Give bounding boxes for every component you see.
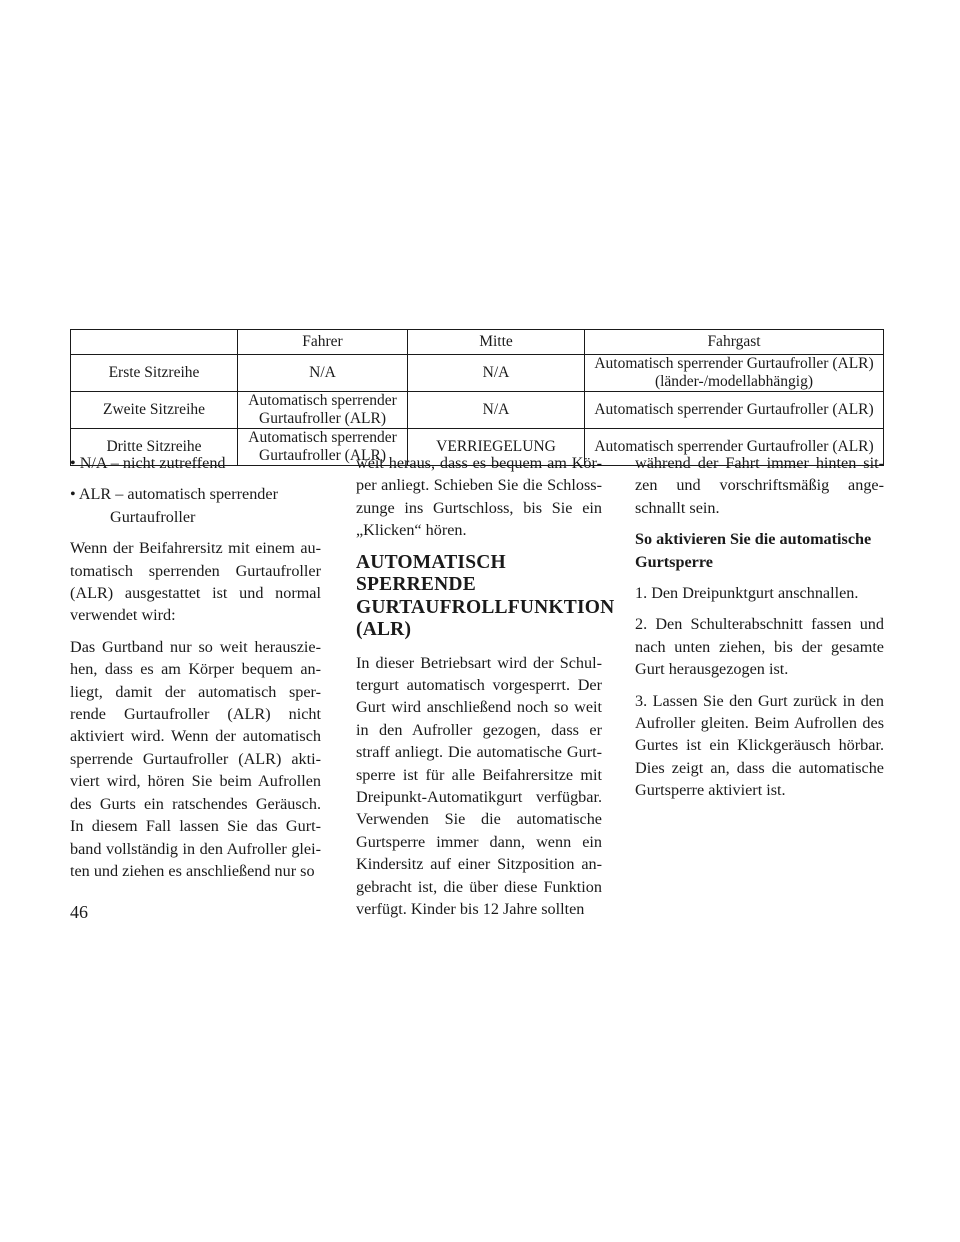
- seat-belt-table: [70, 329, 884, 466]
- bullet-text: ALR – automatisch sperrender: [78, 485, 278, 504]
- step-item: 1. Den Dreipunktgurt anschnallen.: [635, 584, 859, 603]
- bullet-text-cont: Gurtaufroller: [110, 507, 196, 526]
- text-column-1: [70, 452, 321, 891]
- table-header-row: [71, 330, 884, 355]
- paragraph: während der Fahrt immer hinten sit-zen und vorschriftsmäßig ange-schnallt sein.: [635, 454, 884, 517]
- sub-heading: So aktivieren Sie die automatische Gurtsperre: [635, 530, 872, 571]
- bullet-text: N/A – nicht zutreffend: [79, 454, 226, 472]
- table-header-cell: [71, 330, 238, 355]
- table-cell: N/A: [408, 392, 585, 429]
- text-column-3: [635, 452, 884, 811]
- text-column-2: [356, 452, 615, 930]
- table-header-cell: Fahrgast: [585, 330, 884, 355]
- table-cell: Automatisch sperrender Gurtaufroller (ALR): [238, 429, 408, 466]
- table-cell: Dritte Sitzreihe: [71, 429, 238, 466]
- table-cell: VERRIEGELUNG: [408, 429, 585, 466]
- paragraph: weit heraus, dass es bequem am Kör-per anliegt. Schieben Sie die Schloss-zunge ins Gurtschloss, bis Sie ein „Klicken“ hören.: [356, 454, 602, 540]
- page-number: 46: [70, 902, 88, 922]
- table-cell: Automatisch sperrender Gurtaufroller (ALR): [585, 429, 884, 466]
- bullet-item: • N/A – nicht zutreffend: [70, 454, 226, 472]
- table-cell: N/A: [238, 355, 408, 392]
- table-header-cell: Fahrer: [238, 330, 408, 355]
- paragraph: Das Gurtband nur so weit herauszie-hen, dass es am Körper bequem an-liegt, damit der automatisch sper-rende Gurtaufroller (ALR) nicht aktiviert wird. Wenn der automatisch sperrende Gurtaufroller (ALR) akti-viert wird, hören Sie beim Aufrollen des Gurts ein ratschendes Geräusch. In diesem Fall lassen Sie das Gurt-band vollständig in den Aufroller glei-ten und ziehen es anschließend nur so: [70, 637, 321, 880]
- bullet-item: • ALR – automatisch sperrender Gurtaufroller: [70, 483, 321, 528]
- table-cell: Erste Sitzreihe: [71, 355, 238, 392]
- table-header-cell: Mitte: [408, 330, 585, 355]
- table-row: [71, 392, 884, 429]
- table-cell: Automatisch sperrender Gurtaufroller (ALR): [238, 392, 408, 429]
- step-item: 3. Lassen Sie den Gurt zurück in den Aufroller gleiten. Beim Aufrollen des Gurtes ist ein Klickgeräusch hörbar. Dies zeigt an, dass die automatische Gurtsperre aktiviert ist.: [635, 691, 884, 800]
- table-cell: Zweite Sitzreihe: [71, 392, 238, 429]
- section-heading: AUTOMATISCH SPERRENDE GURTAUFROLLFUNKTION (ALR): [356, 551, 615, 641]
- table-cell: N/A: [408, 355, 585, 392]
- paragraph: In dieser Betriebsart wird der Schul-tergurt automatisch vorgesperrt. Der Gurt wird anschließend noch so weit in den Aufroller gezogen, dass er straff anliegt. Die automatische Gurt-sperre ist für alle Beifahrersitze mit Dreipunkt-Automatikgurt verfügbar. Verwenden Sie die automatische Gurtsperre immer dann, wenn ein Kindersitz auf einer Sitzposition an-gebracht ist, die über diese Funktion verfügt. Kinder bis 12 Jahre sollten: [356, 653, 602, 919]
- table-row: [71, 355, 884, 392]
- table-cell: Automatisch sperrender Gurtaufroller (ALR): [585, 392, 884, 429]
- step-item: 2. Den Schulterabschnitt fassen und nach unten ziehen, bis der gesamte Gurt herausgezogen ist.: [635, 615, 884, 679]
- paragraph: Wenn der Beifahrersitz mit einem au-tomatisch sperrenden Gurtaufroller (ALR) ausgestattet ist und normal verwendet wird:: [70, 539, 321, 625]
- table-cell: Automatisch sperrender Gurtaufroller (ALR) (länder-/modellabhängig): [585, 355, 884, 392]
